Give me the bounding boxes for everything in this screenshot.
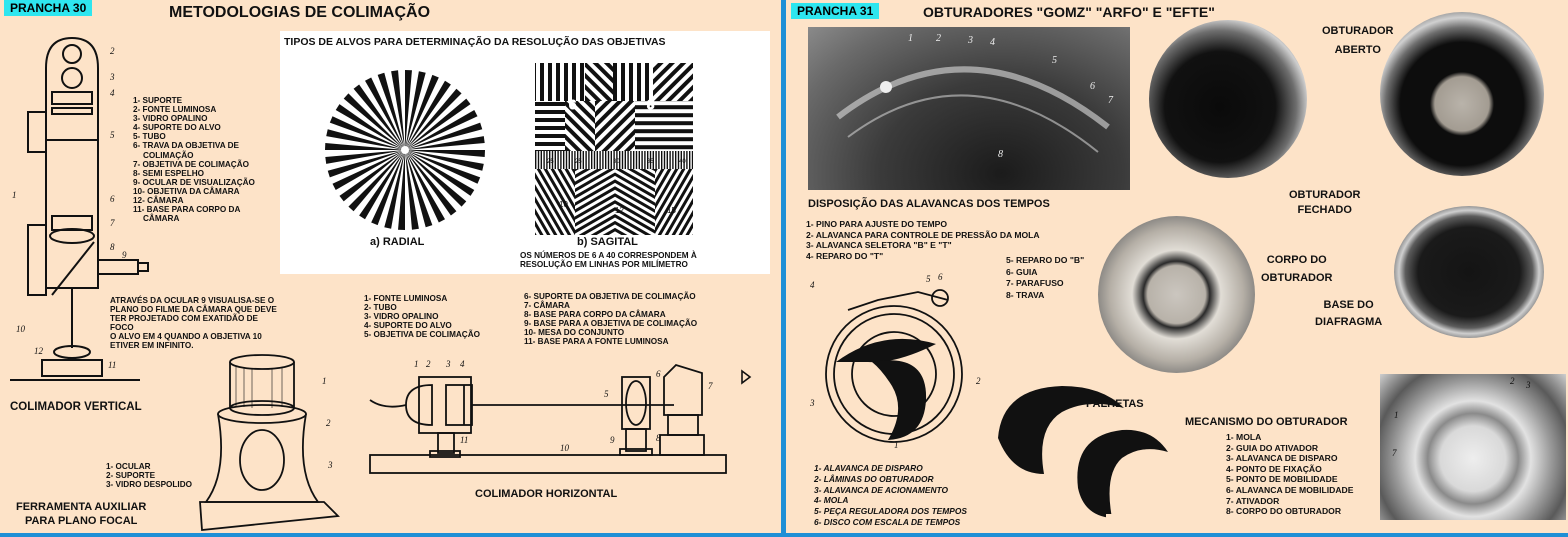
legend-item: 5- TUBO	[133, 132, 166, 142]
schematic-legend	[814, 463, 967, 528]
radial-spoke	[398, 150, 405, 230]
schematic-number: 2	[976, 376, 981, 386]
note-line: PLANO DO FILME DA CÂMARA QUE DEVE	[110, 305, 277, 315]
legend-item: 4- REPARO DO "T"	[806, 250, 884, 261]
sagital-number: 6	[569, 97, 577, 112]
targets-title: TIPOS DE ALVOS PARA DETERMINAÇÃO DA RESOLUÇÃO DAS OBJETIVAS	[284, 36, 666, 48]
legend-item: 7- ATIVADOR	[1226, 495, 1280, 506]
label-line: BASE DO	[1323, 299, 1374, 311]
plate-tag: PRANCHA 31	[791, 3, 879, 19]
label-line: ABERTO	[1334, 44, 1381, 56]
legend-item: 7- CÂMARA	[524, 301, 570, 311]
tool-caption	[16, 500, 146, 528]
vertical-number: 11	[108, 360, 117, 370]
mechanism-number: 3	[1526, 380, 1531, 390]
prancha-30	[0, 0, 781, 533]
lever-number: 7	[1108, 95, 1113, 106]
base-label	[1315, 297, 1382, 331]
legend-item: 7- PARAFUSO	[1006, 278, 1064, 288]
sagital-number: 8	[647, 97, 655, 112]
mechanism-title: MECANISMO DO OBTURADOR	[1185, 416, 1348, 428]
sagital-number: 35	[647, 159, 654, 165]
legend-item: CÂMARA	[143, 214, 180, 224]
page-title: OBTURADORES "GOMZ" "ARFO" E "EFTE"	[923, 4, 1215, 20]
legend-item: 5- OBJETIVA DE COLIMAÇÃO	[364, 330, 480, 340]
page-title: METODOLOGIAS DE COLIMAÇÃO	[169, 4, 431, 21]
legend-item: 3- ALAVANCA DE ACIONAMENTO	[814, 484, 948, 495]
sagital-number: 10	[559, 200, 568, 209]
mechanism-number: 2	[1510, 376, 1515, 386]
lever-number: 2	[936, 33, 941, 44]
lever-legend-2	[1006, 255, 1084, 301]
legend-item: 1- OCULAR	[106, 462, 151, 471]
schematic-number: 5	[926, 274, 931, 284]
shutter-closed-photo	[1149, 20, 1307, 178]
legend-item: 8- BASE PARA CORPO DA CÂMARA	[524, 310, 666, 320]
legend-item: 11- BASE PARA A FONTE LUMINOSA	[524, 337, 669, 347]
legend-item: 6- ALAVANCA DE MOBILIDADE	[1226, 484, 1354, 495]
legend-item: 2- TUBO	[364, 303, 397, 313]
focal-tool-drawing	[198, 352, 348, 532]
horizontal-number: 6	[656, 369, 661, 379]
shutter-blades	[992, 378, 1177, 528]
radial-spoke	[405, 70, 412, 150]
note-line: FOCO	[110, 323, 134, 333]
legend-item: 10- OBJETIVA DA CÂMARA	[133, 186, 240, 196]
legend-item: 3- VIDRO OPALINO	[364, 312, 439, 322]
legend-item: 11- BASE PARA CORPO DA	[133, 205, 241, 215]
legend-item: 2- GUIA DO ATIVADOR	[1226, 442, 1319, 453]
legend-item: 8- SEMI ESPELHO	[133, 168, 204, 178]
legend-item: 8- CORPO DO OBTURADOR	[1226, 506, 1342, 517]
schematic-number: 1	[894, 440, 899, 450]
label-line: OBTURADOR	[1322, 25, 1394, 37]
schematic-number: 3	[810, 398, 815, 408]
legend-item: 4- MOLA	[814, 495, 849, 506]
closed-label	[1289, 188, 1361, 218]
label-line: OBTURADOR	[1261, 272, 1333, 284]
lever-number: 1	[908, 33, 913, 44]
sagital-number: 12	[615, 206, 624, 215]
legend-item: 1- MOLA	[1226, 432, 1262, 442]
vertical-number: 5	[110, 130, 115, 140]
legend-item: 8- TRAVA	[1006, 289, 1045, 300]
horizontal-legend-left	[364, 294, 480, 339]
horizontal-number: 5	[604, 389, 609, 399]
horizontal-number: 11	[460, 435, 469, 445]
legend-item: 10- MESA DO CONJUNTO	[524, 328, 625, 338]
lever-caption: DISPOSIÇÃO DAS ALAVANCAS DOS TEMPOS	[808, 198, 1050, 210]
horizontal-number: 9	[610, 435, 615, 445]
sagital-number: 25	[575, 159, 582, 165]
legend-item: 7- OBJETIVA DE COLIMAÇÃO	[133, 159, 249, 169]
tool-number: 1	[322, 376, 327, 386]
radial-spoke	[325, 143, 405, 150]
radial-target	[320, 65, 490, 235]
note-line: ETIVER EM INFINITO.	[110, 341, 194, 351]
sagital-number: 25	[547, 159, 554, 165]
radial-caption: a) RADIAL	[370, 236, 425, 248]
open-label	[1322, 22, 1394, 60]
legend-item: 5- REPARO DO "B"	[1006, 255, 1085, 265]
vertical-number: 8	[110, 242, 115, 252]
tool-legend	[106, 462, 192, 489]
legend-item: 6- DISCO COM ESCALA DE TEMPOS	[814, 516, 961, 527]
vertical-number: 12	[34, 346, 43, 356]
sagital-number: 30	[613, 159, 620, 165]
note-line: O ALVO EM 4 QUANDO A OBJETIVA 10	[110, 332, 262, 342]
lever-number: 3	[968, 35, 973, 46]
label-line: FECHADO	[1297, 204, 1352, 216]
label-line: OBTURADOR	[1289, 189, 1361, 201]
legend-item: 2- ALAVANCA PARA CONTROLE DE PRESSÃO DA MOLA	[806, 229, 1040, 240]
tool-number: 2	[326, 418, 331, 428]
note-line: TER PROJETADO COM EXATIDÃO DE	[110, 314, 258, 324]
legend-item: 6- SUPORTE DA OBJETIVA DE COLIMAÇÃO	[524, 292, 696, 301]
note-line: ATRAVÉS DA OCULAR 9 VISUALISA-SE O	[110, 296, 275, 305]
horizontal-collimator-drawing	[364, 355, 744, 480]
caption-line: PARA PLANO FOCAL	[24, 515, 138, 527]
vertical-number: 9	[122, 250, 127, 260]
label-line: CORPO DO	[1266, 254, 1327, 266]
schematic-number: 6	[938, 272, 943, 282]
legend-item: 2- FONTE LUMINOSA	[133, 105, 217, 115]
horizontal-number: 1	[414, 359, 419, 369]
legend-item: 1- PINO PARA AJUSTE DO TEMPO	[806, 219, 948, 229]
prancha-31	[786, 0, 1568, 533]
legend-item: 3- ALAVANCA DE DISPARO	[1226, 453, 1338, 464]
lever-number: 8	[998, 149, 1003, 160]
legend-item: 12- CÂMARA	[133, 196, 184, 206]
shutter-open-photo	[1380, 12, 1544, 176]
lever-number: 5	[1052, 55, 1057, 66]
sagital-number: 40	[679, 159, 686, 165]
legend-item: 4- SUPORTE DO ALVO	[133, 123, 221, 133]
lever-number: 6	[1090, 81, 1095, 92]
legend-item: 9- BASE PARA A OBJETIVA DE COLIMAÇÃO	[524, 319, 698, 329]
mechanism-number: 1	[1394, 410, 1399, 420]
legend-item: 3- VIDRO DESPOLIDO	[106, 480, 192, 490]
collimation-note	[110, 296, 277, 351]
blades-label: PALHETAS	[1086, 398, 1144, 410]
lever-legend	[806, 219, 1040, 261]
lever-photo-overlay	[808, 27, 1130, 190]
shutter-schematic	[808, 270, 981, 450]
horizontal-number: 7	[708, 381, 713, 391]
legend-item: 6- GUIA	[1006, 266, 1038, 277]
vertical-number: 10	[16, 324, 25, 334]
vertical-number: 6	[110, 194, 115, 204]
plate-tag: PRANCHA 30	[4, 0, 92, 16]
legend-item: 3- VIDRO OPALINO	[133, 114, 208, 124]
horizontal-number: 4	[460, 359, 465, 369]
sagital-note	[520, 251, 697, 269]
legend-item: 5- PEÇA REGULADORA DOS TEMPOS	[814, 506, 967, 517]
diaphragm-base-photo	[1394, 206, 1544, 338]
legend-item: 4- SUPORTE DO ALVO	[364, 321, 452, 331]
tool-number: 3	[328, 460, 333, 470]
shutter-body-photo	[1098, 216, 1255, 373]
legend-item: 5- PONTO DE MOBILIDADE	[1226, 474, 1338, 485]
mechanism-number: 7	[1392, 448, 1397, 458]
label-line: DIAFRAGMA	[1315, 316, 1383, 328]
legend-item: 2- SUPORTE	[106, 471, 156, 481]
vertical-number: 3	[110, 72, 115, 82]
horizontal-legend-right	[524, 292, 697, 347]
horizontal-number: 3	[446, 359, 451, 369]
note-line: RESOLUÇÃO EM LINHAS POR MILÍMETRO	[520, 260, 688, 270]
vertical-legend	[133, 96, 255, 223]
sagital-target	[535, 63, 693, 235]
body-label	[1261, 251, 1333, 287]
sagital-caption: b) SAGITAL	[577, 236, 638, 248]
vertical-number: 2	[110, 46, 115, 56]
caption-line: FERRAMENTA AUXILIAR	[16, 501, 147, 513]
sagital-number: 15	[667, 206, 676, 215]
horizontal-caption: COLIMADOR HORIZONTAL	[475, 488, 618, 500]
legend-item: 1- FONTE LUMINOSA	[364, 294, 448, 303]
legend-item: 9- OCULAR DE VISUALIZAÇÃO	[133, 177, 255, 187]
lever-number: 4	[990, 37, 995, 48]
mechanism-photo-overlay	[1380, 374, 1566, 520]
legend-item: 1- ALAVANCA DE DISPARO	[814, 463, 923, 473]
legend-item: 2- LÂMINAS DO OBTURADOR	[814, 473, 934, 484]
legend-item: 6- TRAVA DA OBJETIVA DE	[133, 141, 239, 151]
vertical-number: 1	[12, 190, 17, 200]
play-marker-icon	[740, 370, 752, 384]
vertical-caption: COLIMADOR VERTICAL	[10, 401, 142, 413]
note-line: OS NÚMEROS DE 6 A 40 CORRESPONDEM À	[520, 251, 697, 260]
mechanism-legend	[1226, 432, 1353, 517]
horizontal-number: 2	[426, 359, 431, 369]
horizontal-number: 10	[560, 443, 569, 453]
legend-item: 1- SUPORTE	[133, 96, 183, 105]
radial-spoke	[405, 150, 485, 157]
vertical-number: 7	[110, 218, 115, 228]
vertical-number: 4	[110, 88, 115, 98]
horizontal-number: 8	[656, 433, 661, 443]
legend-item: 4- PONTO DE FIXAÇÃO	[1226, 463, 1322, 474]
legend-item: 3- ALAVANCA SELETORA "B" E "T"	[806, 240, 952, 250]
radial-center	[401, 146, 409, 154]
schematic-number: 4	[810, 280, 815, 290]
legend-item: COLIMAÇÃO	[143, 150, 194, 160]
